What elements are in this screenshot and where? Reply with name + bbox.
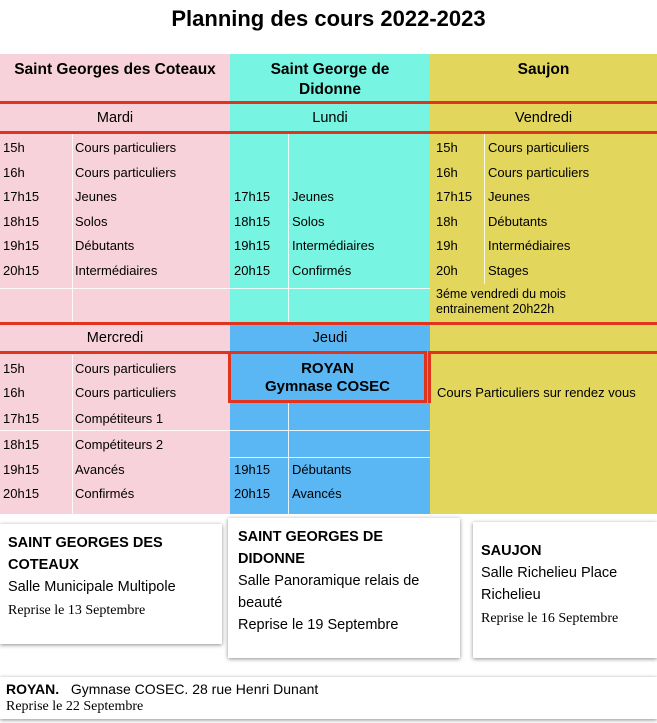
- course-cell: Solos: [292, 214, 325, 229]
- time-cell: 16h: [3, 385, 25, 400]
- grid-line: [72, 355, 73, 514]
- time-cell: 16h: [436, 165, 458, 180]
- day-mercredi: Mercredi: [86, 330, 144, 346]
- note-line: 3éme vendredi du mois: [436, 287, 566, 301]
- time-cell: 16h: [3, 165, 25, 180]
- page-title: Planning des cours 2022-2023: [171, 6, 486, 31]
- course-cell: Avancés: [292, 486, 342, 501]
- card-reprise: Reprise le 13 Septembre: [8, 603, 146, 618]
- course-cell: Solos: [75, 214, 108, 229]
- card-place: Richelieu: [481, 587, 541, 603]
- red-separator: [0, 101, 657, 104]
- course-cell: Compétiteurs 2: [75, 437, 164, 452]
- course-cell: Débutants: [488, 214, 548, 229]
- time-cell: 19h15: [234, 238, 271, 253]
- course-cell: Cours particuliers: [488, 140, 590, 155]
- card-reprise: Reprise le 16 Septembre: [481, 611, 619, 626]
- time-cell: 15h: [436, 140, 458, 155]
- red-separator: [0, 351, 230, 354]
- course-cell: Jeunes: [75, 189, 117, 204]
- time-cell: 20h15: [234, 486, 271, 501]
- red-separator: [0, 322, 657, 325]
- card-name: SAINT GEORGES DES: [8, 535, 163, 551]
- course-cell: Avancés: [75, 462, 125, 477]
- course-cell: Cours particuliers: [75, 140, 177, 155]
- column-header-2: Saint George de Didonne: [270, 61, 390, 98]
- course-cell: Confirmés: [292, 263, 352, 278]
- card-saint-georges-des-coteaux: [0, 524, 222, 644]
- grid-line: [288, 403, 289, 514]
- time-cell: 19h: [436, 238, 458, 253]
- card-place: Salle Municipale Multipole: [8, 579, 176, 595]
- card-name: SAUJON: [481, 543, 542, 559]
- time-cell: 19h15: [3, 462, 40, 477]
- course-cell: Cours particuliers: [75, 165, 177, 180]
- course-cell: Cours particuliers: [75, 385, 177, 400]
- grid-line: [0, 288, 430, 289]
- course-cell: Cours particuliers: [75, 361, 177, 376]
- time-cell: 18h: [436, 214, 458, 229]
- red-separator: [0, 131, 657, 134]
- time-cell: 20h15: [234, 263, 271, 278]
- card-saint-georges-de-didonne: [228, 518, 460, 658]
- day-jeudi: Jeudi: [312, 330, 348, 346]
- card-reprise: Reprise le 19 Septembre: [238, 617, 399, 633]
- grid-line: [230, 457, 430, 458]
- royan-gymnase-box: [228, 351, 427, 403]
- course-cell: Jeunes: [488, 189, 530, 204]
- time-cell: 20h15: [3, 263, 40, 278]
- time-cell: 18h15: [3, 437, 40, 452]
- course-cell: Confirmés: [75, 486, 135, 501]
- day-vendredi: Vendredi: [514, 110, 573, 126]
- time-cell: 17h15: [234, 189, 271, 204]
- course-cell: Compétiteurs 1: [75, 411, 164, 426]
- time-cell: 15h: [3, 140, 25, 155]
- course-cell: Intermédiaires: [75, 263, 158, 278]
- course-cell: Débutants: [292, 462, 352, 477]
- red-separator: [428, 351, 657, 354]
- grid-line: [288, 134, 289, 324]
- card-reprise: Reprise le 22 Septembre: [6, 699, 144, 714]
- card-name: ROYAN.: [6, 681, 60, 697]
- royan-label: ROYAN: [301, 360, 354, 377]
- gymnase-label: Gymnase COSEC: [264, 378, 391, 395]
- course-cell: Intermédiaires: [488, 238, 571, 253]
- card-name: SAINT GEORGES DE: [238, 529, 384, 545]
- time-cell: 20h: [436, 263, 458, 278]
- card-royan: [0, 677, 657, 719]
- time-cell: 15h: [3, 361, 25, 376]
- card-place: beauté: [238, 595, 283, 611]
- card-name: COTEAUX: [8, 557, 79, 573]
- cours-particuliers-note: Cours Particuliers sur rendez vous: [437, 385, 636, 400]
- course-cell: Cours particuliers: [488, 165, 590, 180]
- card-saujon: [473, 522, 657, 658]
- column-header-1: Saint Georges des Coteaux: [14, 61, 216, 78]
- card-place: Salle Richelieu Place: [481, 565, 618, 581]
- time-cell: 19h15: [234, 462, 271, 477]
- course-cell: Intermédiaires: [292, 238, 375, 253]
- time-cell: 18h15: [3, 214, 40, 229]
- time-cell: 20h15: [3, 486, 40, 501]
- time-cell: 19h15: [3, 238, 40, 253]
- grid-line: [484, 134, 485, 284]
- day-mardi: Mardi: [96, 110, 134, 126]
- course-cell: Débutants: [75, 238, 135, 253]
- card-place: Salle Panoramique relais de: [238, 573, 420, 589]
- time-cell: 18h15: [234, 214, 271, 229]
- grid-line: [72, 134, 73, 324]
- card-name: DIDONNE: [238, 551, 305, 567]
- course-cell: Stages: [488, 263, 529, 278]
- time-cell: 17h15: [436, 189, 473, 204]
- grid-line: [0, 430, 430, 431]
- red-separator: [428, 351, 431, 403]
- day-lundi: Lundi: [312, 110, 348, 126]
- column-header-3: Saujon: [517, 61, 570, 78]
- time-cell: 17h15: [3, 411, 40, 426]
- note-line: entrainement 20h22h: [436, 302, 555, 316]
- course-cell: Jeunes: [292, 189, 334, 204]
- card-place: Gymnase COSEC. 28 rue Henri Dunant: [70, 681, 319, 697]
- time-cell: 17h15: [3, 189, 40, 204]
